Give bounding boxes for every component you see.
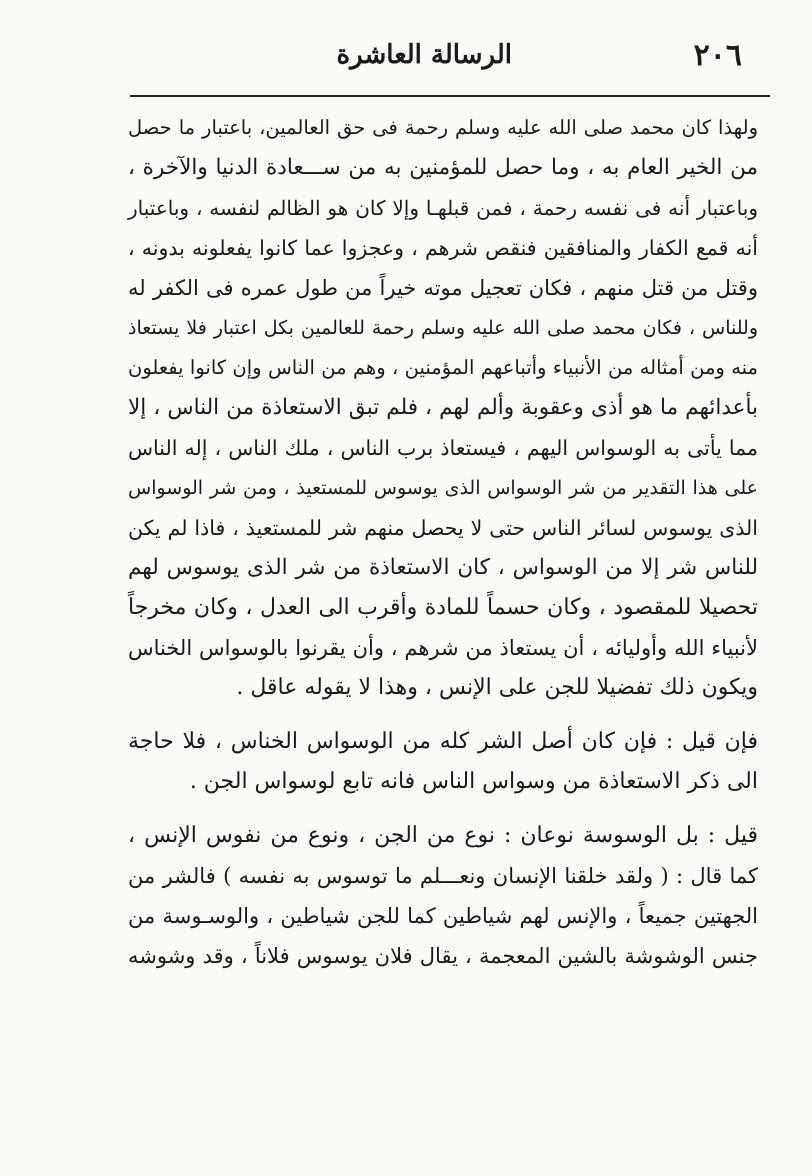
page-number: ٢٠٦ [693, 38, 742, 73]
text-line: أنه قمع الكفار والمنافقين فنقص شرهم ، وعجزوا عما كانوا يفعلونه بدونه ، [128, 236, 758, 260]
page-body [128, 108, 758, 976]
text-line: ولهذا كان محمد صلى الله عليه وسلم رحمة فى حق العالمين، باعتبار ما حصل [128, 116, 758, 139]
text-line: الذى يوسوس لسائر الناس حتى لا يحصل منهم شر للمستعيذ ، فاذا لم يكن [128, 516, 758, 540]
text-line: جنس الوشوشة بالشين المعجمة ، يقال فلان يوسوس فلاناً ، وقد وشوشه [128, 944, 758, 968]
text-line: وباعتبار أنه فى نفسه رحمة ، فمن قبلهـا وإلا كان هو الظالم لنفسه ، وباعتبار [128, 196, 758, 220]
text-line: الجهتين جميعاً ، والإنس لهم شياطين كما للجن شياطين ، والوسـوسة من [128, 904, 758, 928]
text-line: منه ومن أمثاله من الأنبياء وأتباعهم المؤمنين ، وهم من الناس وإن كانوا يفعلون [128, 356, 758, 379]
paragraph-3 [128, 816, 758, 976]
header-rule [130, 95, 770, 97]
text-line: للناس شر إلا من الوسواس ، كان الاستعاذة من شر الذى يوسوس لهم [128, 555, 758, 580]
paragraph-gap [128, 708, 758, 722]
paragraph-1 [128, 108, 758, 708]
text-line: وللناس ، فكان محمد صلى الله عليه وسلم رحمة للعالمين بكل اعتبار فلا يستعاذ [128, 317, 758, 339]
text-line: قيل : بل الوسوسة نوعان : نوع من الجن ، ونوع من نفوس الإنس ، [128, 823, 758, 848]
text-line: ويكون ذلك تفضيلا للجن على الإنس ، وهذا لا يقوله عاقل . [236, 675, 758, 700]
text-line: على هذا التقدير من شر الوسواس الذى يوسوس للمستعيذ ، ومن شر الوسواس [128, 477, 758, 499]
text-line: الى ذكر الاستعاذة من وسواس الناس فانه تابع لوسواس الجن . [189, 769, 758, 794]
text-line: كما قال : ( ولقد خلقنا الإنسان ونعـــلم ما توسوس به نفسه ) فالشر من [128, 864, 758, 888]
text-line: تحصيلا للمقصود ، وكان حسماً للمادة وأقرب الى العدل ، وكان مخرجاً [128, 595, 758, 620]
text-line: فإن قيل : فإن كان أصل الشر كله من الوسواس الخناس ، فلا حاجة [128, 729, 758, 754]
running-title: الرسالة العاشرة [336, 40, 512, 70]
page-header [130, 38, 742, 82]
text-line: من الخير العام به ، وما حصل للمؤمنين به من ســـعادة الدنيا والآخرة ، [128, 155, 758, 180]
text-line: وقتل من قتل منهم ، فكان تعجيل موته خيراً من طول عمره فى الكفر له [128, 276, 758, 300]
text-line: لأنبياء الله وأوليائه ، أن يستعاذ من شرهم ، وأن يقرنوا بالوسواس الخناس [128, 636, 758, 660]
paragraph-2 [128, 722, 758, 802]
paragraph-gap [128, 802, 758, 816]
text-line: بأعدائهم ما هو أذى وعقوبة وألم لهم ، فلم تبق الاستعاذة من الناس ، إلا [128, 395, 758, 420]
text-line: مما يأتى به الوسواس اليهم ، فيستعاذ برب الناس ، ملك الناس ، إله الناس [128, 436, 758, 460]
